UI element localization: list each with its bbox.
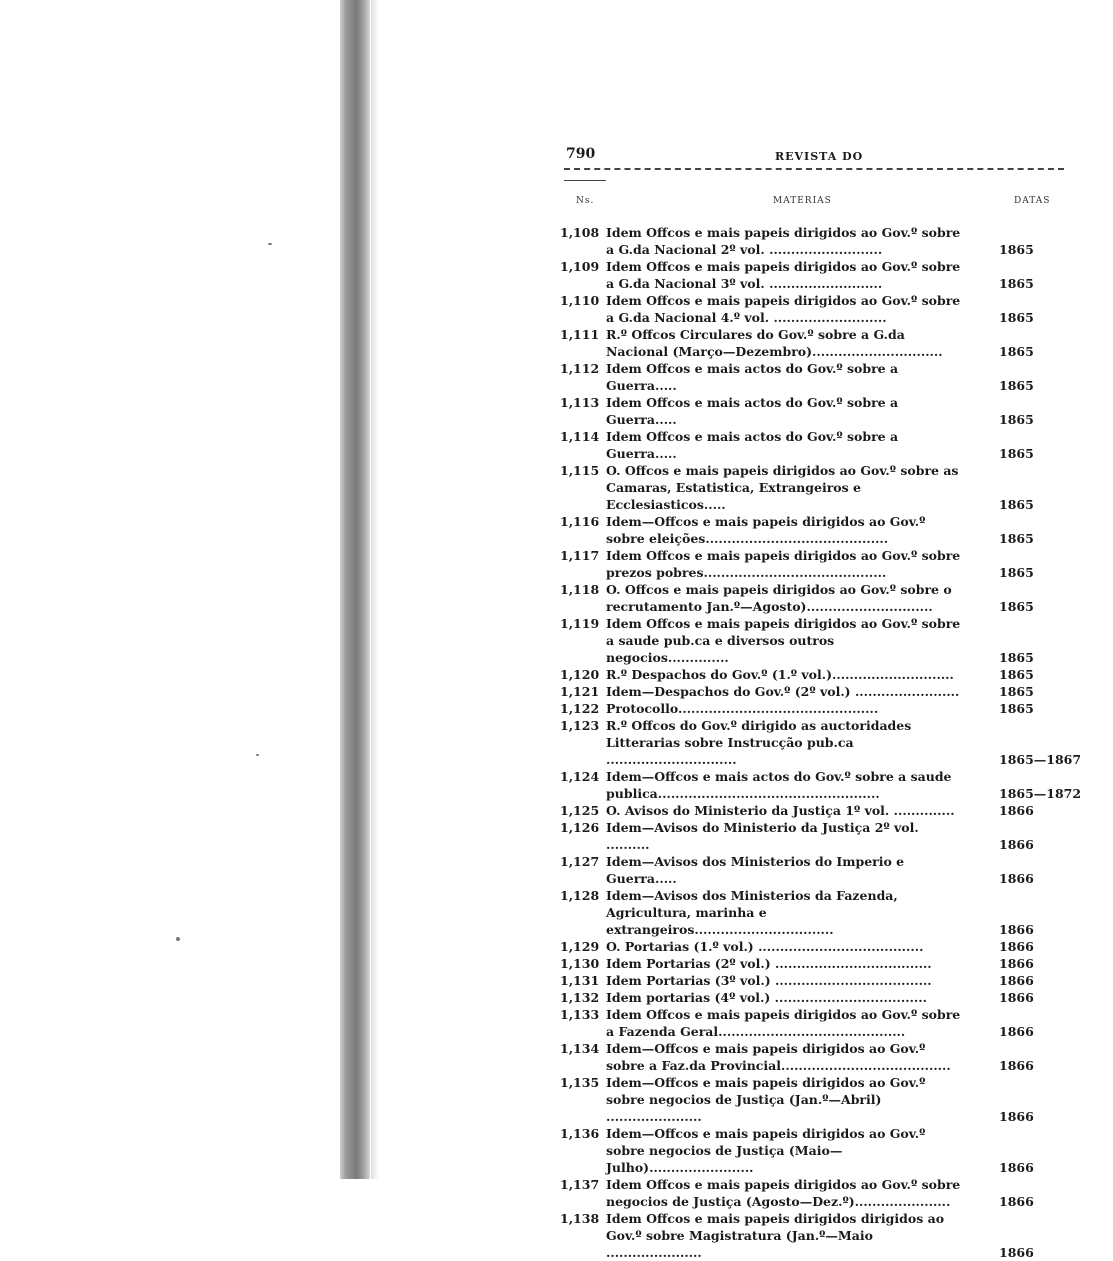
- entry-number: 1,128: [560, 888, 600, 903]
- entry-date: 1866: [999, 990, 1034, 1005]
- table-row: [560, 666, 1065, 683]
- entry-subject: Idem—Avisos dos Ministerios da Fazenda, Agricultura, marinha e extrangeiros................................: [606, 888, 898, 937]
- table-row: [560, 326, 1065, 360]
- entry-date: 1866: [999, 1245, 1034, 1260]
- entry-subject: Idem Offcos e mais papeis dirigidos ao Gov.º sobre negocios de Justiça (Agosto—Dez.º)......................: [606, 1177, 961, 1209]
- entry-subject: Idem—Offcos e mais actos do Gov.º sobre a saude publica...................................................: [606, 769, 952, 801]
- entry-number: 1,136: [560, 1126, 600, 1141]
- table-row: [560, 989, 1065, 1006]
- entry-subject: Idem Offcos e mais papeis dirigidos ao Gov.º sobre prezos pobres..........................................: [606, 548, 961, 580]
- entry-number: 1,113: [560, 395, 600, 410]
- entry-date: 1865: [999, 310, 1034, 325]
- entry-number: 1,118: [560, 582, 600, 597]
- entry-date: 1865: [999, 667, 1034, 682]
- table-row: [560, 938, 1065, 955]
- entry-date: 1866: [999, 871, 1034, 886]
- entry-subject: Idem Offcos e mais papeis dirigidos ao Gov.º sobre a G.da Nacional 4.º vol. ..........................: [606, 293, 961, 325]
- entry-subject: Idem Offcos e mais papeis dirigidos ao Gov.º sobre a saude pub.ca e diversos outros negocios..............: [606, 616, 961, 665]
- entry-date: 1865: [999, 701, 1034, 716]
- entry-subject: O. Portarias (1.º vol.) ......................................: [606, 939, 924, 954]
- paper-speck: [176, 937, 180, 941]
- table-row: [560, 360, 1065, 394]
- entry-subject: Protocollo..............................................: [606, 701, 879, 716]
- table-row: [560, 1210, 1065, 1261]
- entry-subject: Idem Offcos e mais actos do Gov.º sobre a Guerra.....: [606, 429, 899, 461]
- table-row: [560, 462, 1065, 513]
- entry-subject: O. Offcos e mais papeis dirigidos ao Gov.º sobre as Camaras, Estatistica, Extrangeiros e Ecclesiasticos.....: [606, 463, 959, 512]
- running-head: REVISTA DO: [775, 150, 864, 163]
- table-row: [560, 394, 1065, 428]
- entry-subject: Idem Offcos e mais papeis dirigidos ao Gov.º sobre a Fazenda Geral...........................................: [606, 1007, 961, 1039]
- entry-subject: O. Avisos do Ministerio da Justiça 1º vol. ..............: [606, 803, 955, 818]
- entry-date: 1866: [999, 956, 1034, 971]
- entry-subject: Idem Offcos e mais papeis dirigidos ao Gov.º sobre a G.da Nacional 3º vol. ..........................: [606, 259, 961, 291]
- entry-number: 1,112: [560, 361, 600, 376]
- entry-number: 1,138: [560, 1211, 600, 1226]
- table-row: [560, 955, 1065, 972]
- entry-date: 1865—1872: [999, 786, 1082, 801]
- entry-number: 1,130: [560, 956, 600, 971]
- entry-subject: Idem Offcos e mais actos do Gov.º sobre a Guerra.....: [606, 361, 899, 393]
- table-row: [560, 768, 1082, 802]
- entry-number: 1,124: [560, 769, 600, 784]
- entry-date: 1865: [999, 412, 1034, 427]
- entry-number: 1,126: [560, 820, 600, 835]
- entry-date: 1866: [999, 837, 1034, 852]
- entry-subject: Idem Offcos e mais papeis dirigidos ao Gov.º sobre a G.da Nacional 2º vol. ..........................: [606, 225, 961, 257]
- entry-date: 1866: [999, 1024, 1034, 1039]
- entry-date: 1865—1867: [999, 752, 1082, 767]
- entries-table: [560, 224, 1082, 1261]
- entry-subject: Idem Offcos e mais actos do Gov.º sobre a Guerra.....: [606, 395, 899, 427]
- entry-subject: Idem—Offcos e mais papeis dirigidos ao Gov.º sobre negocios de Justiça (Jan.º—Abril) ......................: [606, 1075, 926, 1124]
- table-row: [560, 1176, 1065, 1210]
- entry-subject: Idem—Avisos do Ministerio da Justiça 2º vol. ..........: [606, 820, 919, 852]
- entry-number: 1,116: [560, 514, 600, 529]
- entry-number: 1,134: [560, 1041, 600, 1056]
- entry-number: 1,131: [560, 973, 600, 988]
- entry-date: 1866: [999, 973, 1034, 988]
- entry-subject: R.º Offcos Circulares do Gov.º sobre a G.da Nacional (Março—Dezembro)..............................: [606, 327, 943, 359]
- entry-date: 1865: [999, 344, 1034, 359]
- table-row: [560, 683, 1065, 700]
- book-spine: [340, 0, 370, 1179]
- paper-speck: [268, 243, 272, 245]
- table-row: [560, 224, 1065, 258]
- entry-number: 1,114: [560, 429, 600, 444]
- entry-subject: O. Offcos e mais papeis dirigidos ao Gov.º sobre o recrutamento Jan.º—Agosto).............................: [606, 582, 952, 614]
- entry-subject: Idem—Avisos dos Ministerios do Imperio e Guerra.....: [606, 854, 905, 886]
- header-short-rule: [564, 180, 606, 181]
- page-number: 790: [566, 146, 596, 162]
- table-row: [560, 1125, 1065, 1176]
- table-row: [560, 1074, 1065, 1125]
- entry-subject: Idem portarias (4º vol.) ...................................: [606, 990, 927, 1005]
- table-row: [560, 428, 1065, 462]
- table-row: [560, 547, 1065, 581]
- entry-date: 1866: [999, 803, 1034, 818]
- entry-number: 1,109: [560, 259, 600, 274]
- entry-number: 1,125: [560, 803, 600, 818]
- entry-date: 1866: [999, 922, 1034, 937]
- entry-subject: Idem—Offcos e mais papeis dirigidos ao Gov.º sobre eleições..........................................: [606, 514, 926, 546]
- entry-date: 1866: [999, 939, 1034, 954]
- entry-number: 1,110: [560, 293, 600, 308]
- table-row: [560, 513, 1065, 547]
- entry-number: 1,121: [560, 684, 600, 699]
- table-row: [560, 853, 1065, 887]
- entry-number: 1,120: [560, 667, 600, 682]
- column-header-subject: MATERIAS: [773, 196, 832, 206]
- entry-date: 1865: [999, 599, 1034, 614]
- entry-number: 1,122: [560, 701, 600, 716]
- entry-number: 1,137: [560, 1177, 600, 1192]
- paper-speck: [256, 754, 259, 756]
- entry-subject: R.º Offcos do Gov.º dirigido as auctoridades Litterarias sobre Instrucção pub.ca ..............................: [606, 718, 912, 767]
- entry-date: 1866: [999, 1194, 1034, 1209]
- table-row: [560, 972, 1065, 989]
- entry-number: 1,127: [560, 854, 600, 869]
- column-header-number: Ns.: [576, 196, 595, 206]
- column-header-date: DATAS: [1014, 196, 1051, 206]
- entry-date: 1865: [999, 242, 1034, 257]
- entry-number: 1,115: [560, 463, 600, 478]
- entry-date: 1865: [999, 684, 1034, 699]
- table-row: [560, 1006, 1065, 1040]
- entry-subject: Idem Portarias (2º vol.) ....................................: [606, 956, 932, 971]
- entry-number: 1,133: [560, 1007, 600, 1022]
- entry-subject: Idem Offcos e mais papeis dirigidos dirigidos ao Gov.º sobre Magistratura (Jan.º—Maio ......................: [606, 1211, 945, 1260]
- entry-number: 1,135: [560, 1075, 600, 1090]
- entry-date: 1865: [999, 276, 1034, 291]
- entry-subject: Idem Portarias (3º vol.) ....................................: [606, 973, 932, 988]
- entry-date: 1866: [999, 1160, 1034, 1175]
- entry-number: 1,123: [560, 718, 600, 733]
- table-row: [560, 1040, 1065, 1074]
- table-row: [560, 717, 1082, 768]
- table-row: [560, 615, 1065, 666]
- table-row: [560, 819, 1065, 853]
- table-row: [560, 700, 1065, 717]
- entry-date: 1865: [999, 497, 1034, 512]
- table-row: [560, 887, 1065, 938]
- table-row: [560, 581, 1065, 615]
- entry-subject: Idem—Offcos e mais papeis dirigidos ao Gov.º sobre negocios de Justiça (Maio—Julho)........................: [606, 1126, 926, 1175]
- entry-date: 1865: [999, 650, 1034, 665]
- entry-date: 1865: [999, 378, 1034, 393]
- entry-date: 1866: [999, 1109, 1034, 1124]
- entry-date: 1865: [999, 531, 1034, 546]
- entry-date: 1865: [999, 565, 1034, 580]
- entry-number: 1,132: [560, 990, 600, 1005]
- entry-number: 1,108: [560, 225, 600, 240]
- spine-shadow: [371, 0, 379, 1179]
- entry-date: 1866: [999, 1058, 1034, 1073]
- entry-subject: Idem—Despachos do Gov.º (2º vol.) ........................: [606, 684, 960, 699]
- entry-number: 1,129: [560, 939, 600, 954]
- table-row: [560, 802, 1065, 819]
- entry-number: 1,119: [560, 616, 600, 631]
- entry-number: 1,117: [560, 548, 600, 563]
- header-rule: [564, 168, 1064, 170]
- table-row: [560, 258, 1065, 292]
- entry-number: 1,111: [560, 327, 600, 342]
- entry-subject: R.º Despachos do Gov.º (1.º vol.)............................: [606, 667, 954, 682]
- entry-date: 1865: [999, 446, 1034, 461]
- table-row: [560, 292, 1065, 326]
- entry-subject: Idem—Offcos e mais papeis dirigidos ao Gov.º sobre a Faz.da Provincial.......................................: [606, 1041, 951, 1073]
